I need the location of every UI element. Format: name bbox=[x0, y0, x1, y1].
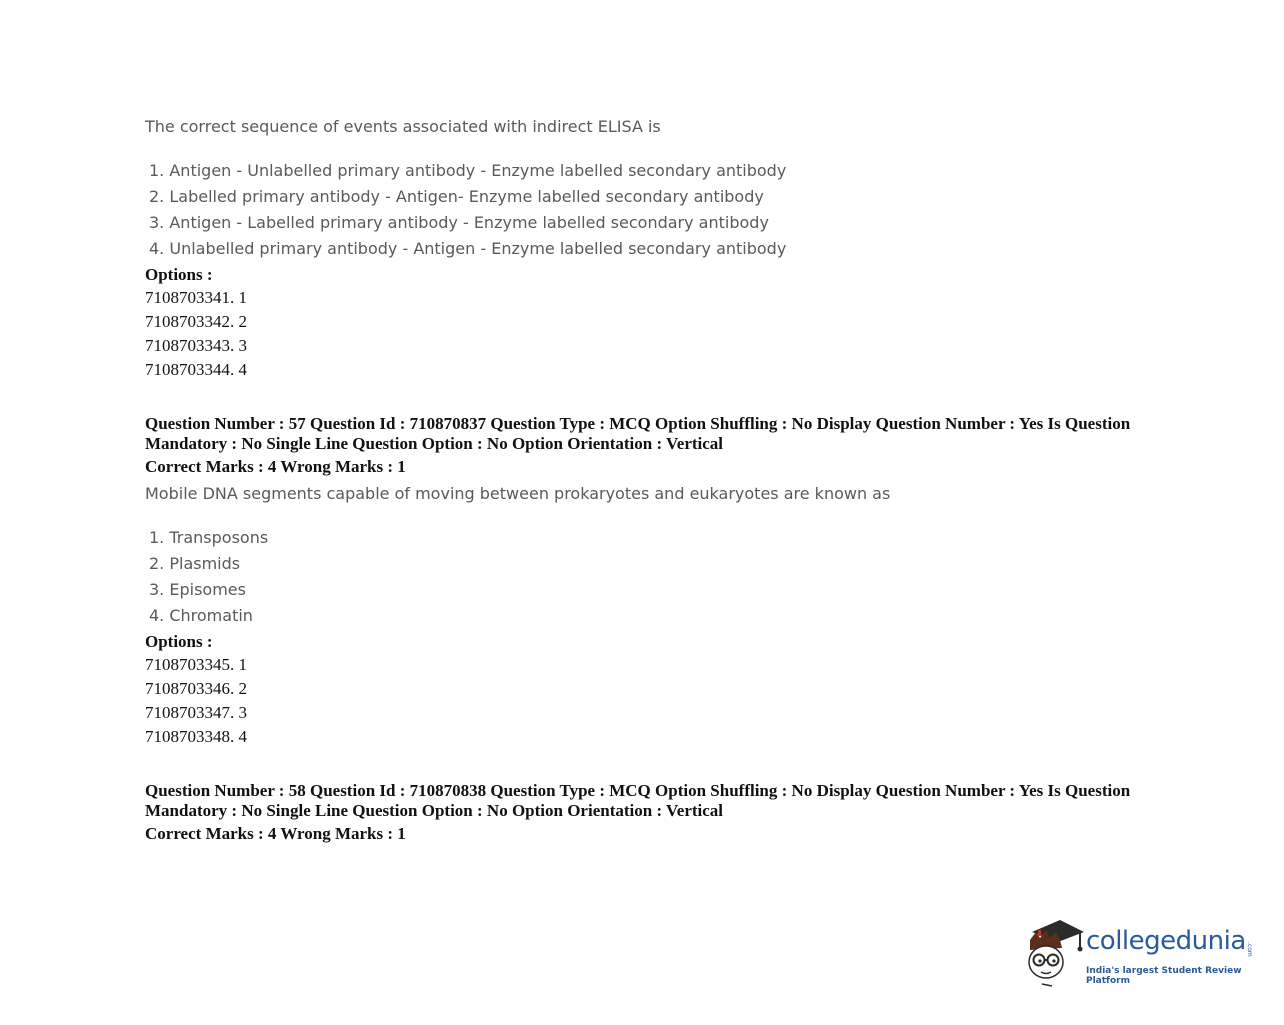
question-56-choice-4: 4. Unlabelled primary antibody - Antigen - Enzyme labelled secondary antibody bbox=[149, 239, 787, 258]
question-57-choice-2: 2. Plasmids bbox=[149, 554, 241, 573]
question-57-choice-1: 1. Transposons bbox=[149, 528, 269, 547]
question-57-option-4: 7108703348. 4 bbox=[145, 727, 247, 746]
question-56-choice-3: 3. Antigen - Labelled primary antibody - Enzyme labelled secondary antibody bbox=[149, 213, 769, 232]
question-56-option-1: 7108703341. 1 bbox=[145, 288, 247, 307]
question-57-option-2: 7108703346. 2 bbox=[145, 679, 247, 698]
question-57-option-3: 7108703347. 3 bbox=[145, 703, 247, 722]
question-57-meta: Question Number : 57 Question Id : 710870837 Question Type : MCQ Option Shuffling : No Display Question Number : Yes Is Question Mandatory : No Single Line Question Option : No Option Orientation : Vertical bbox=[145, 414, 1131, 453]
question-58-meta: Question Number : 58 Question Id : 710870838 Question Type : MCQ Option Shuffling : No Display Question Number : Yes Is Question Mandatory : No Single Line Question Option : No Option Orientation : Vertical bbox=[145, 781, 1131, 820]
logo-com: .com bbox=[1246, 942, 1253, 957]
question-57-option-1: 7108703345. 1 bbox=[145, 655, 247, 674]
question-56-choice-2: 2. Labelled primary antibody - Antigen- Enzyme labelled secondary antibody bbox=[149, 187, 764, 206]
question-56-option-4: 7108703344. 4 bbox=[145, 360, 247, 379]
question-57-choice-4: 4. Chromatin bbox=[149, 606, 253, 625]
student-mascot-icon bbox=[1024, 918, 1086, 988]
question-56-choice-1: 1. Antigen - Unlabelled primary antibody - Enzyme labelled secondary antibody bbox=[149, 161, 787, 180]
question-57-marks: Correct Marks : 4 Wrong Marks : 1 bbox=[145, 457, 406, 476]
question-58-marks: Correct Marks : 4 Wrong Marks : 1 bbox=[145, 824, 406, 843]
question-56-option-3: 7108703343. 3 bbox=[145, 336, 247, 355]
question-57-options-label: Options : bbox=[145, 632, 213, 651]
question-56-option-2: 7108703342. 2 bbox=[145, 312, 247, 331]
question-57-stem: Mobile DNA segments capable of moving between prokaryotes and eukaryotes are known as bbox=[145, 484, 891, 503]
question-56-options-label: Options : bbox=[145, 265, 213, 284]
question-57-choice-3: 3. Episomes bbox=[149, 580, 246, 599]
logo-tagline: India's largest Student Review Platform bbox=[1086, 966, 1242, 986]
logo-wordmark: collegedunia bbox=[1086, 926, 1246, 956]
question-56-stem: The correct sequence of events associated with indirect ELISA is bbox=[145, 117, 661, 136]
collegedunia-logo bbox=[1024, 918, 1264, 988]
